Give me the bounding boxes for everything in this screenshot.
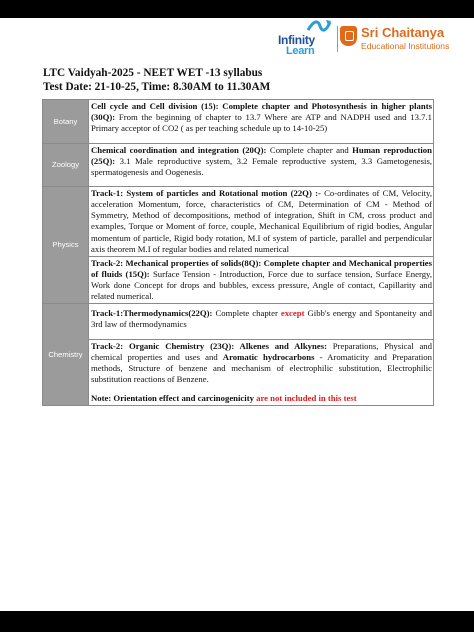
- bottom-black-bar: [0, 611, 474, 632]
- physics-track2-content: [89, 256, 434, 304]
- syllabus-table: [42, 99, 434, 406]
- table-row: [43, 304, 434, 339]
- zoology-topic-2: Human reproduction (25Q):: [91, 145, 432, 167]
- chemistry-track2-content: [89, 339, 434, 406]
- document-title: LTC Vaidyah-2025 - NEET WET -13 syllabus: [43, 67, 263, 79]
- infinity-logo-word: Infinity: [278, 33, 315, 47]
- zoology-detail-1: Complete chapter and: [266, 145, 353, 155]
- infinity-learn-mark-icon: [306, 18, 332, 34]
- zoology-content: [89, 144, 434, 187]
- note-label: Note: Orientation effect and carcinogenicity: [91, 393, 254, 403]
- chemistry-track1-detail-b: Gibb's energy and Spontaneity and 3rd law of thermodynamics: [91, 308, 432, 330]
- botany-content: [89, 100, 434, 144]
- table-row: [43, 100, 434, 144]
- zoology-detail-2: 3.1 Male reproductive system, 3.2 Female reproductive system, 3.3 Gametogenesis, spermatogenesis and Oogenesis.: [91, 156, 432, 178]
- table-row: [43, 187, 434, 257]
- test-date-line: Test Date: 21-10-25, Time: 8.30AM to 11.30AM: [43, 81, 271, 93]
- chemistry-track1-detail-a: Complete chapter: [212, 308, 281, 319]
- chemistry-track2-detail-b: - Aromaticity and Preparation methods, Structure of benzene and mechanism of electrophilic substitution, Electrophilic substitution reactions of Benzene.: [91, 351, 432, 384]
- aromatic-hydrocarbons-topic: Aromatic hydrocarbons: [222, 351, 315, 362]
- except-highlight: except: [280, 308, 305, 319]
- zoology-topic-1: Chemical coordination and integration (20Q):: [91, 145, 267, 155]
- subject-cell-zoology: Zoology: [43, 144, 89, 187]
- table-row: [43, 339, 434, 406]
- chemistry-track1-content: [89, 304, 434, 339]
- subject-cell-botany: Botany: [43, 100, 89, 144]
- learn-logo-word: Learn: [286, 45, 315, 57]
- table-row: [43, 256, 434, 304]
- table-row: [43, 144, 434, 187]
- physics-track1-topic: Track-1: System of particles and Rotational motion (22Q) :-: [91, 188, 321, 198]
- exclusion-note: [91, 393, 432, 404]
- top-black-bar: [0, 0, 474, 18]
- physics-track2-detail: Surface Tension - Introduction, Force due to surface tension, Surface Energy, Work done Concept for drops and bubbles, excess pressure, Angle of contact, Capillarity and related numerical.: [91, 268, 432, 302]
- chemistry-track2-detail-a: Preparations, Physical and chemical properties and uses and: [91, 340, 432, 362]
- physics-track2-topic: Track-2: Mechanical properties of solids(8Q): Complete chapter and Mechanical properties of fluids (15Q):: [91, 257, 432, 279]
- infinity-learn-logo: [276, 18, 334, 56]
- chemistry-track2-topic: Track-2: Organic Chemistry (23Q): Alkenes and Alkynes:: [91, 340, 327, 351]
- physics-track1-detail: Co-ordinates of CM, Velocity, acceleration Momentum, force, characteristics of CM, Determination of CM - Method of Symmetry, Method of decompositions, method of integration, Shift in CM, cross product and examples, Torque or Moment of force, couple, Mechanical Equilibrium of rigid bodies, Angular momentum of particle, Rigid body rotation, M.I of system of particle, parallel and perpendicular axis theorem M.I of regular bodies and related numerical: [91, 188, 433, 254]
- botany-detail: From the beginning of chapter to 13.7 Where are ATP and NADPH used and 13.7.1 Primary acceptor of CO2 ( as per teaching schedule up to 14-10-25): [91, 112, 432, 134]
- subject-cell-physics: Physics: [43, 187, 89, 304]
- sri-chaitanya-name: Sri Chaitanya: [361, 25, 445, 40]
- sri-chaitanya-logo: [340, 24, 450, 56]
- sri-chaitanya-badge-icon: [340, 26, 357, 46]
- subject-cell-chemistry: Chemistry: [43, 304, 89, 406]
- chemistry-track1-topic: Track-1:Thermodynamics(22Q):: [91, 308, 213, 319]
- logo-divider: [337, 26, 338, 52]
- botany-topic: Cell cycle and Cell division (15): Complete chapter and Photosynthesis in higher plants (30Q):: [91, 101, 432, 123]
- note-exclusion-text: are not included in this test: [253, 393, 357, 403]
- physics-track1-content: [89, 187, 434, 257]
- sri-chaitanya-tagline: Educational Institutions: [361, 41, 450, 51]
